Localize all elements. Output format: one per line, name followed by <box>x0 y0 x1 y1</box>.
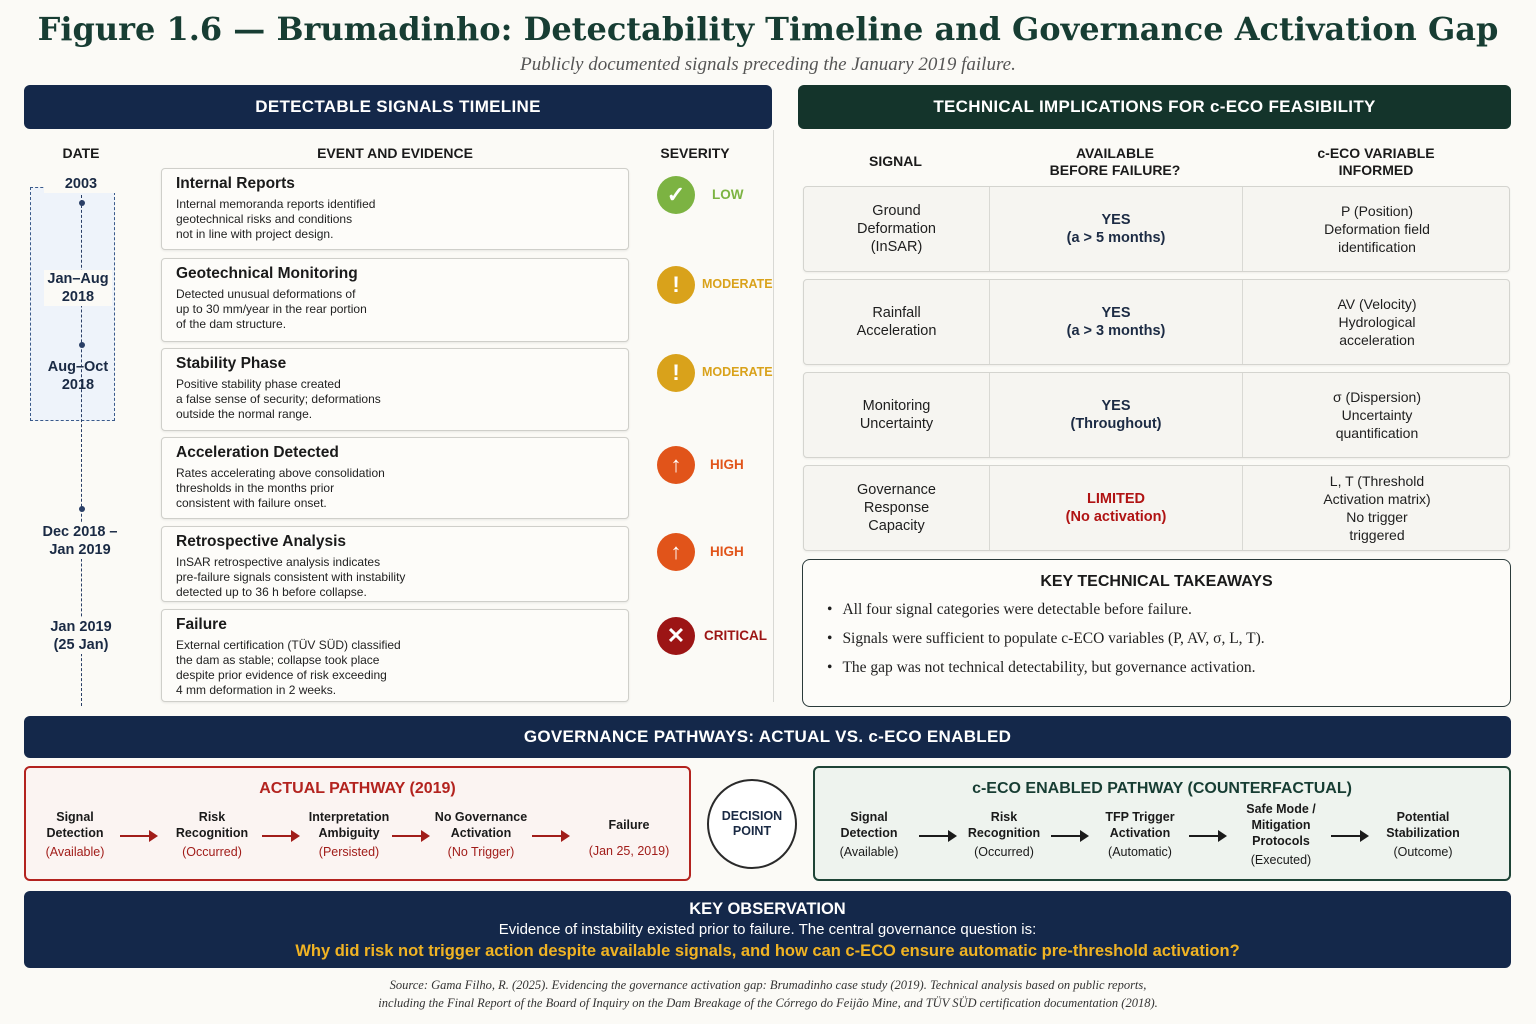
date-label: Jan–Aug 2018 <box>44 270 112 306</box>
source-line: Source: Gama Filho, R. (2025). Evidencing the governance activation gap: Brumadinho case study (2019). Technical analysis based on public reports, <box>389 978 1147 992</box>
event-card <box>161 348 629 431</box>
severity-label: HIGH <box>710 457 744 472</box>
implication-signal-cell: Rainfall Acceleration <box>856 305 937 339</box>
pathway-step-note: (Jan 25, 2019) <box>588 844 670 858</box>
pathway-step-label: Interpretation Ambiguity <box>308 810 390 840</box>
event-title: Internal Reports <box>176 175 295 192</box>
pathway-step <box>426 809 536 860</box>
implications-heading: TECHNICAL IMPLICATIONS FOR c-ECO FEASIBILITY <box>798 85 1511 129</box>
arrow-right-icon <box>1331 835 1367 837</box>
timeline-dot <box>79 200 85 206</box>
implication-row <box>803 372 1510 458</box>
date-label: Jan 2019 (25 Jan) <box>40 618 122 654</box>
eco-pathway-box <box>813 766 1511 881</box>
actual-pathway-box <box>24 766 691 881</box>
pathway-step-note: (Available) <box>839 845 899 859</box>
figure-subtitle: Publicly documented signals preceding the January 2019 failure. <box>520 54 1016 75</box>
exclamation-icon: ! <box>657 266 695 304</box>
event-title: Retrospective Analysis <box>176 533 347 550</box>
pathways-heading: GOVERNANCE PATHWAYS: ACTUAL VS. c-ECO ENABLED <box>24 716 1511 758</box>
pathway-step-note: (Automatic) <box>1108 845 1172 859</box>
implication-row <box>803 186 1510 272</box>
takeaway-item: • The gap was not technical detectability, but governance activation. <box>827 659 1510 677</box>
pathway-step-note: (Occurred) <box>182 845 242 859</box>
event-description: External certification (TÜV SÜD) classified the dam as stable; collapse took place despite prior evidence of risk exceeding 4 mm deformation in 2 weeks. <box>176 638 401 697</box>
timeline-dot <box>79 342 85 348</box>
arrow-right-icon <box>1051 835 1087 837</box>
pathway-step-label: Risk Recognition <box>175 810 249 840</box>
pathway-step <box>574 817 684 859</box>
pathway-step-note: (Occurred) <box>974 845 1034 859</box>
check-icon: ✓ <box>657 176 695 214</box>
pathway-step <box>1231 801 1331 868</box>
pathway-step <box>294 809 404 860</box>
col-event: EVENT AND EVIDENCE <box>317 145 473 161</box>
arrow-right-icon <box>262 835 298 837</box>
arrow-up-icon: ↑ <box>657 446 695 484</box>
event-title: Acceleration Detected <box>176 444 339 461</box>
severity-label: LOW <box>712 187 744 202</box>
takeaway-item: • Signals were sufficient to populate c-ECO variables (P, AV, σ, L, T). <box>827 630 1510 648</box>
pathway-step-note: (Executed) <box>1250 853 1312 867</box>
arrow-right-icon <box>392 835 428 837</box>
column-divider <box>773 130 774 702</box>
arrow-right-icon <box>1189 835 1225 837</box>
col-date: DATE <box>62 145 100 161</box>
date-label: Aug–Oct 2018 <box>47 359 109 393</box>
col-signal: SIGNAL <box>869 153 922 169</box>
implication-signal-cell: Governance Response Capacity <box>857 482 936 534</box>
event-description: Positive stability phase created a false sense of security; deformations outside the normal range. <box>176 377 381 421</box>
implication-available-cell: YES (a > 3 months) <box>989 280 1243 364</box>
pathway-step <box>961 809 1047 860</box>
observation-line: Evidence of instability existed prior to failure. The central governance question is: <box>498 921 1037 938</box>
event-description: InSAR retrospective analysis indicates pre-failure signals consistent with instability detected up to 36 h before collapse. <box>176 555 406 599</box>
decision-point: DECISION POINT <box>707 779 797 869</box>
implication-available-cell: LIMITED (No activation) <box>989 466 1243 550</box>
takeaways-list <box>827 601 1510 677</box>
implication-signal-cell: Monitoring Uncertainty <box>859 398 934 432</box>
event-description: Rates accelerating above consolidation thresholds in the months prior consistent with failure onset. <box>176 466 385 510</box>
takeaways-box <box>802 559 1511 707</box>
event-card <box>161 437 629 519</box>
implication-variable-cell: L, T (Threshold Activation matrix) No trigger triggered <box>1323 473 1431 543</box>
observation-title: KEY OBSERVATION <box>689 900 846 918</box>
timeline-dot <box>79 506 85 512</box>
implication-available-cell: YES (Throughout) <box>989 373 1243 457</box>
arrow-right-icon <box>120 835 156 837</box>
severity-label: MODERATE <box>702 365 773 379</box>
implication-available-cell: YES (a > 5 months) <box>989 187 1243 271</box>
event-description: Internal memoranda reports identified geotechnical risks and conditions not in line with project design. <box>176 197 376 241</box>
event-card <box>161 526 629 602</box>
pathway-step-label: No Governance Activation <box>434 810 528 840</box>
pathway-step-note: (Outcome) <box>1393 845 1453 859</box>
key-observation <box>24 891 1511 968</box>
timeline-heading: DETECTABLE SIGNALS TIMELINE <box>24 85 772 129</box>
pathway-step-label: TFP Trigger Activation <box>1105 810 1175 840</box>
date-label: 2003 <box>44 175 118 193</box>
pathway-step-label: Risk Recognition <box>967 810 1041 840</box>
figure-title: Figure 1.6 — Brumadinho: Detectability Timeline and Governance Activation Gap <box>37 10 1499 48</box>
pathway-step-label: Safe Mode / Mitigation Protocols <box>1246 802 1316 848</box>
arrow-right-icon <box>919 835 955 837</box>
pathway-step <box>34 809 116 860</box>
takeaways-title: KEY TECHNICAL TAKEAWAYS <box>1040 573 1273 590</box>
implication-variable-cell: AV (Velocity) Hydrological acceleration <box>1337 296 1417 348</box>
pathway-step <box>1373 809 1473 860</box>
pathway-step-note: (Available) <box>45 845 105 859</box>
takeaway-item: • All four signal categories were detectable before failure. <box>827 601 1510 619</box>
source-note <box>0 976 1536 1012</box>
exclamation-icon: ! <box>657 354 695 392</box>
x-icon: ✕ <box>657 617 695 655</box>
pathway-step-label: Signal Detection <box>46 810 104 840</box>
pathway-step <box>166 809 258 860</box>
event-description: Detected unusual deformations of up to 30 mm/year in the rear portion of the dam structure. <box>176 287 367 331</box>
event-card <box>161 168 629 250</box>
implication-variable-cell: P (Position) Deformation field identification <box>1324 203 1430 255</box>
pathway-step-note: (Persisted) <box>318 845 380 859</box>
col-available: AVAILABLE BEFORE FAILURE? <box>1049 145 1181 178</box>
pathway-step <box>827 809 911 860</box>
implication-row <box>803 465 1510 551</box>
severity-label: HIGH <box>710 544 744 559</box>
eco-pathway-title: c-ECO ENABLED PATHWAY (COUNTERFACTUAL) <box>972 780 1352 797</box>
event-title: Failure <box>176 616 227 633</box>
pathway-step <box>1095 809 1185 860</box>
source-line: including the Final Report of the Board of Inquiry on the Dam Breakage of the Córrego do Feijão Mine, and TÜV SÜD certification documentation (2018). <box>378 996 1158 1010</box>
pathway-step-note: (No Trigger) <box>447 845 515 859</box>
event-card <box>161 258 629 342</box>
implication-row <box>803 279 1510 365</box>
severity-label: MODERATE <box>702 277 773 291</box>
pathway-step-label: Potential Stabilization <box>1386 810 1460 840</box>
implication-variable-cell: σ (Dispersion) Uncertainty quantification <box>1333 389 1421 441</box>
event-title: Geotechnical Monitoring <box>176 265 358 282</box>
event-card <box>161 609 629 702</box>
arrow-up-icon: ↑ <box>657 533 695 571</box>
date-label: Dec 2018 – Jan 2019 <box>34 523 126 559</box>
severity-label: CRITICAL <box>704 628 767 643</box>
observation-question: Why did risk not trigger action despite available signals, and how can c-ECO ensure automatic pre-threshold activation? <box>295 942 1240 960</box>
col-variable: c-ECO VARIABLE INFORMED <box>1317 145 1435 178</box>
implication-signal-cell: Ground Deformation (InSAR) <box>857 203 936 255</box>
arrow-right-icon <box>532 835 568 837</box>
event-title: Stability Phase <box>176 355 287 372</box>
pathway-step-label: Signal Detection <box>840 810 898 840</box>
col-severity: SEVERITY <box>660 145 730 161</box>
pathway-step-label: Failure <box>608 818 650 832</box>
actual-pathway-title: ACTUAL PATHWAY (2019) <box>259 780 456 797</box>
